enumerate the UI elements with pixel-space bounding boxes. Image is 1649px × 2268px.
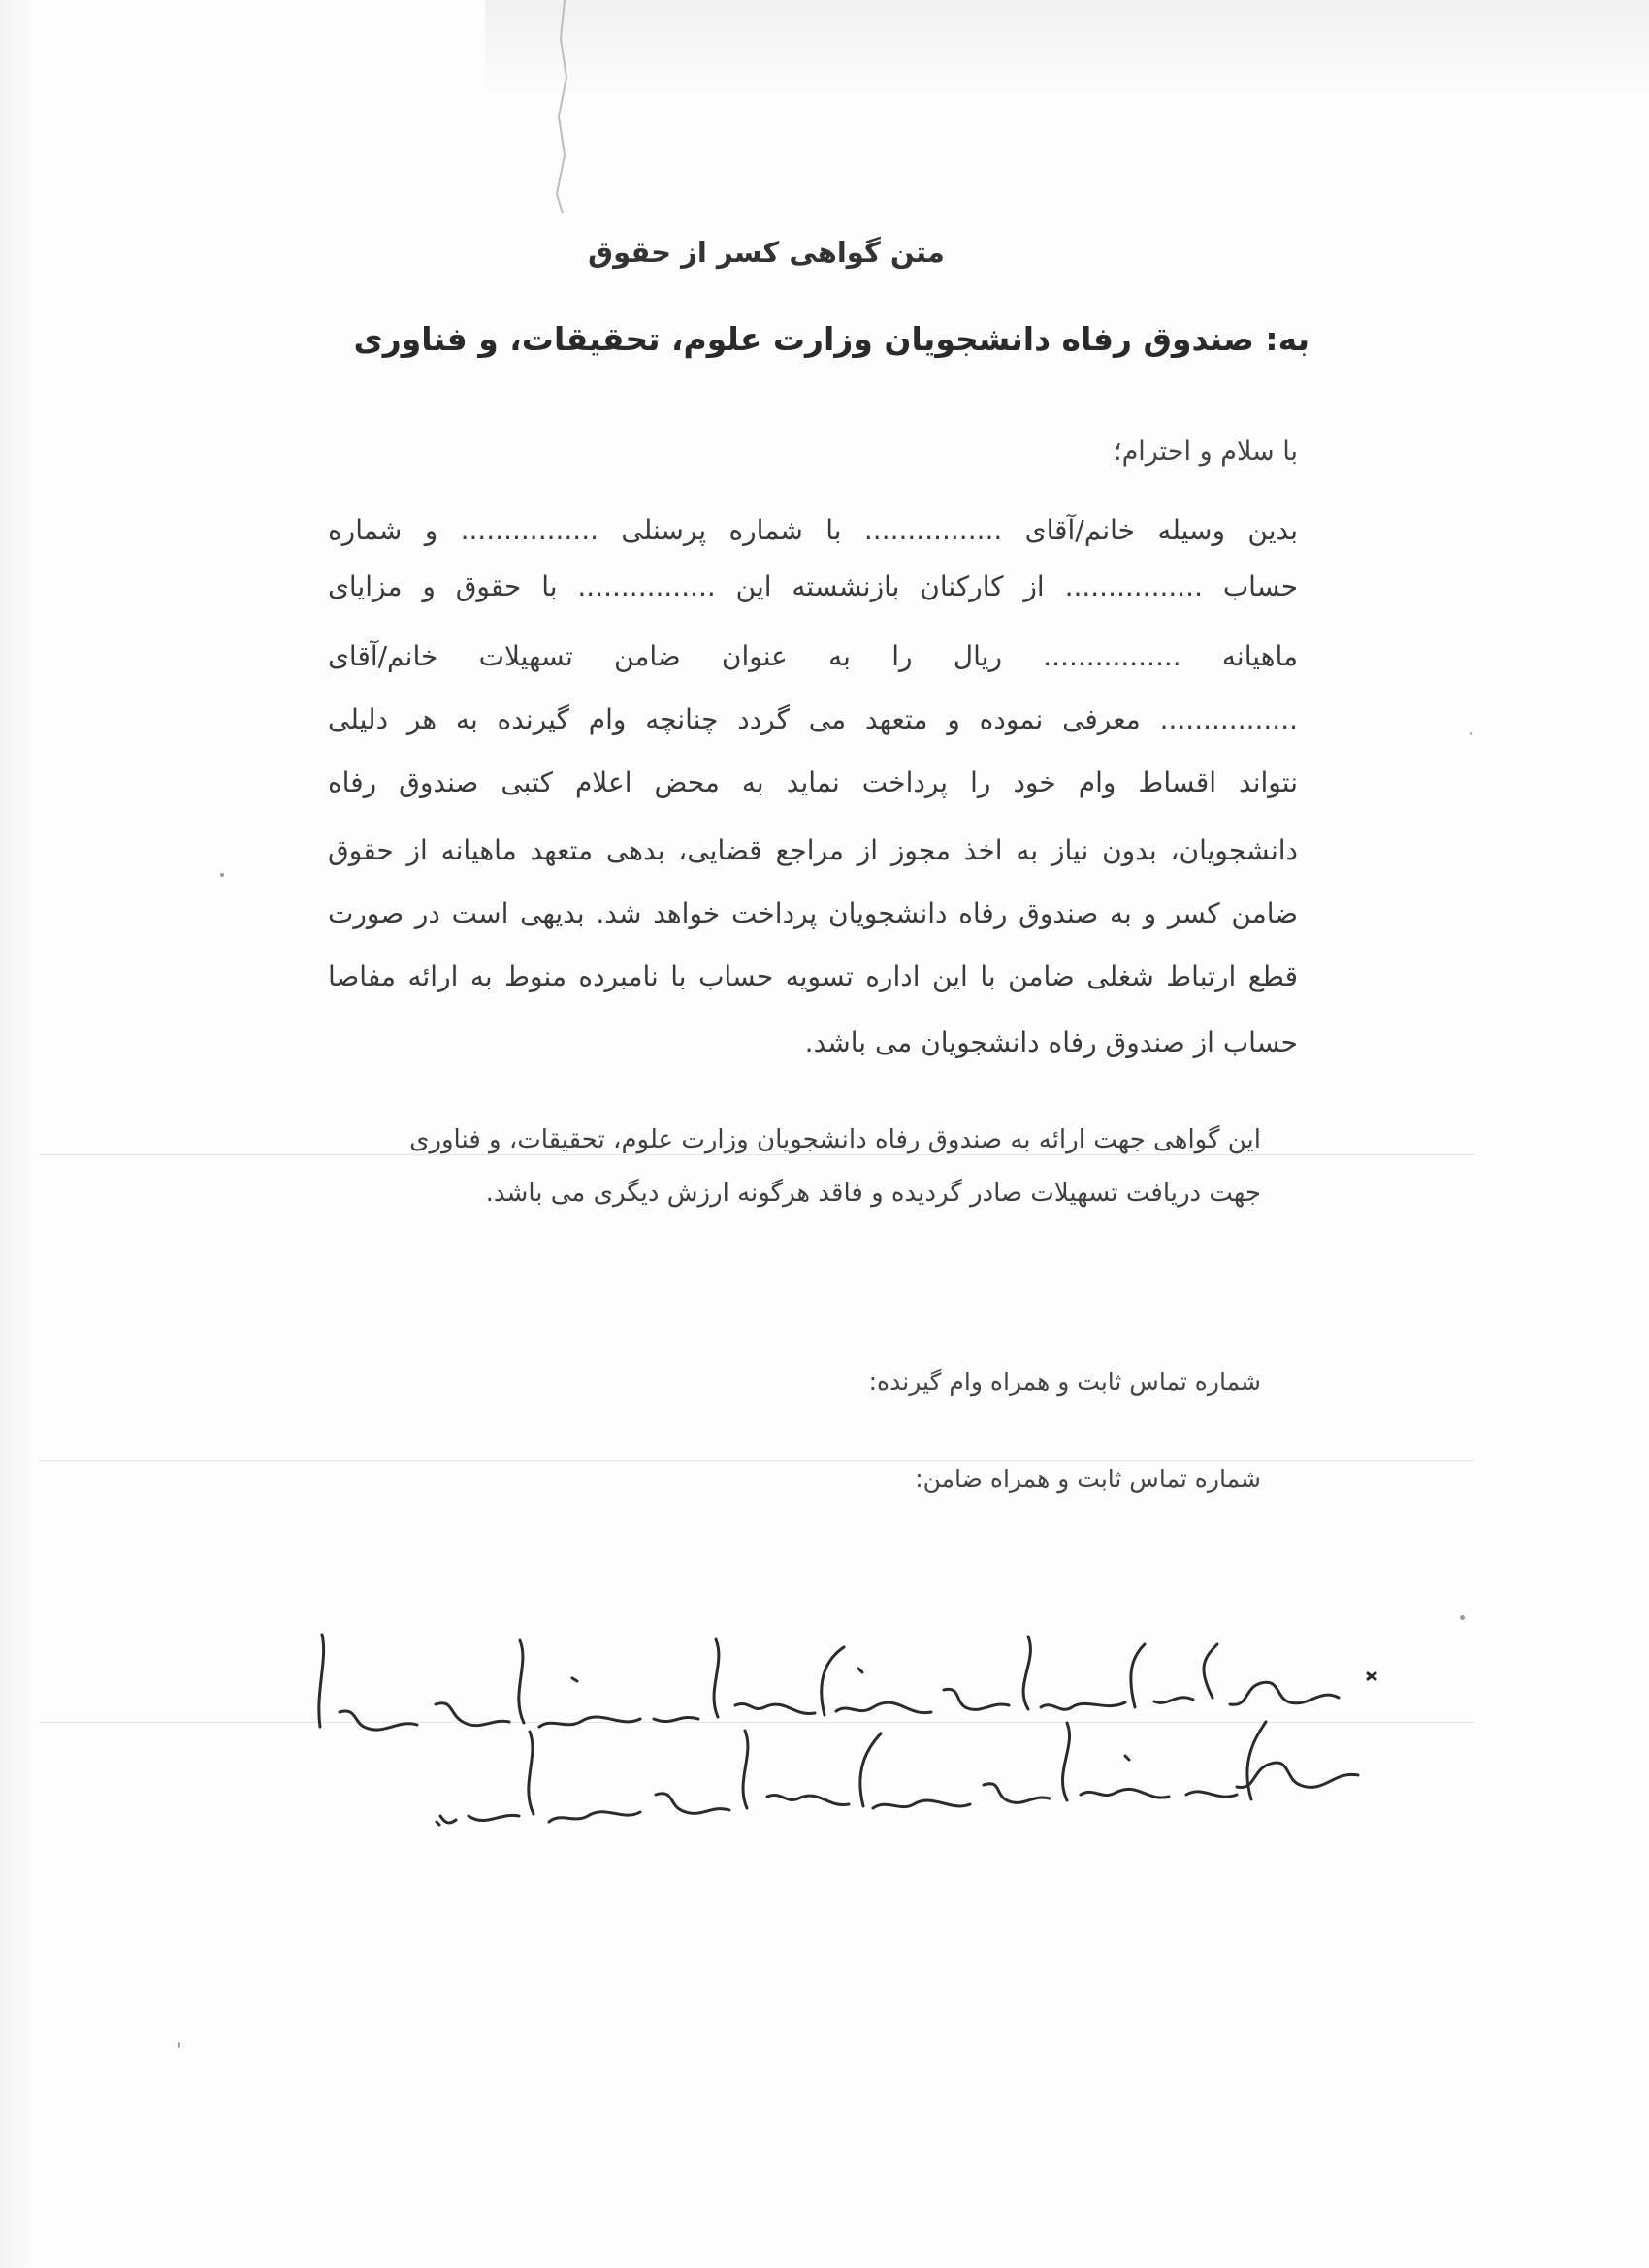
scan-shadow bbox=[0, 0, 39, 2268]
scan-speck bbox=[1460, 1615, 1465, 1620]
body-line: نتواند اقساط وام خود را پرداخت نماید به محض اعلام کتبی صندوق رفاه bbox=[328, 766, 1298, 798]
scan-speck bbox=[220, 873, 224, 877]
scan-speck bbox=[178, 2042, 180, 2048]
handwritten-note bbox=[291, 1630, 1406, 1882]
paper-crease bbox=[485, 0, 1649, 107]
body-line: حساب از صندوق رفاه دانشجویان می باشد. bbox=[804, 1026, 1298, 1058]
body-line: دانشجویان، بدون نیاز به اخذ مجوز از مراجع قضایی، بدهی متعهد ماهیانه از حقوق bbox=[328, 834, 1298, 866]
addressee-line: به: صندوق رفاه دانشجویان وزارت علوم، تحقیقات، و فناوری bbox=[353, 320, 1310, 358]
purpose-line: این گواهی جهت ارائه به صندوق رفاه دانشجویان وزارت علوم، تحقیقات، و فناوری bbox=[409, 1125, 1261, 1154]
document-title: متن گواهی کسر از حقوق bbox=[588, 236, 945, 269]
body-line: حساب ................ از کارکنان بازنشسته این ................ با حقوق و مزایای bbox=[328, 570, 1298, 602]
borrower-contact-label: شماره تماس ثابت و همراه وام گیرنده: bbox=[868, 1368, 1261, 1396]
fold-line bbox=[39, 1154, 1474, 1155]
greeting: با سلام و احترام؛ bbox=[1113, 437, 1298, 467]
body-line: ماهیانه ................ ریال را به عنوان ضامن تسهیلات خانم/آقای bbox=[328, 640, 1298, 672]
body-line: ................ معرفی نموده و متعهد می گردد چنانچه وام گیرنده به هر دلیلی bbox=[328, 703, 1298, 735]
paper-tear bbox=[543, 0, 582, 213]
body-line: قطع ارتباط شغلی ضامن با این اداره تسویه حساب با نامبرده منوط به ارائه مفاصا bbox=[328, 960, 1298, 992]
body-line: ضامن کسر و به صندوق رفاه دانشجویان پرداخت خواهد شد. بدیهی است در صورت bbox=[328, 897, 1298, 929]
fold-line bbox=[39, 1460, 1474, 1461]
scan-speck bbox=[1470, 732, 1472, 735]
guarantor-contact-label: شماره تماس ثابت و همراه ضامن: bbox=[915, 1465, 1261, 1493]
body-line: بدین وسیله خانم/آقای ................ با شماره پرسنلی ................ و شماره bbox=[328, 514, 1298, 546]
purpose-line: جهت دریافت تسهیلات صادر گردیده و فاقد هرگونه ارزش دیگری می باشد. bbox=[485, 1179, 1261, 1208]
